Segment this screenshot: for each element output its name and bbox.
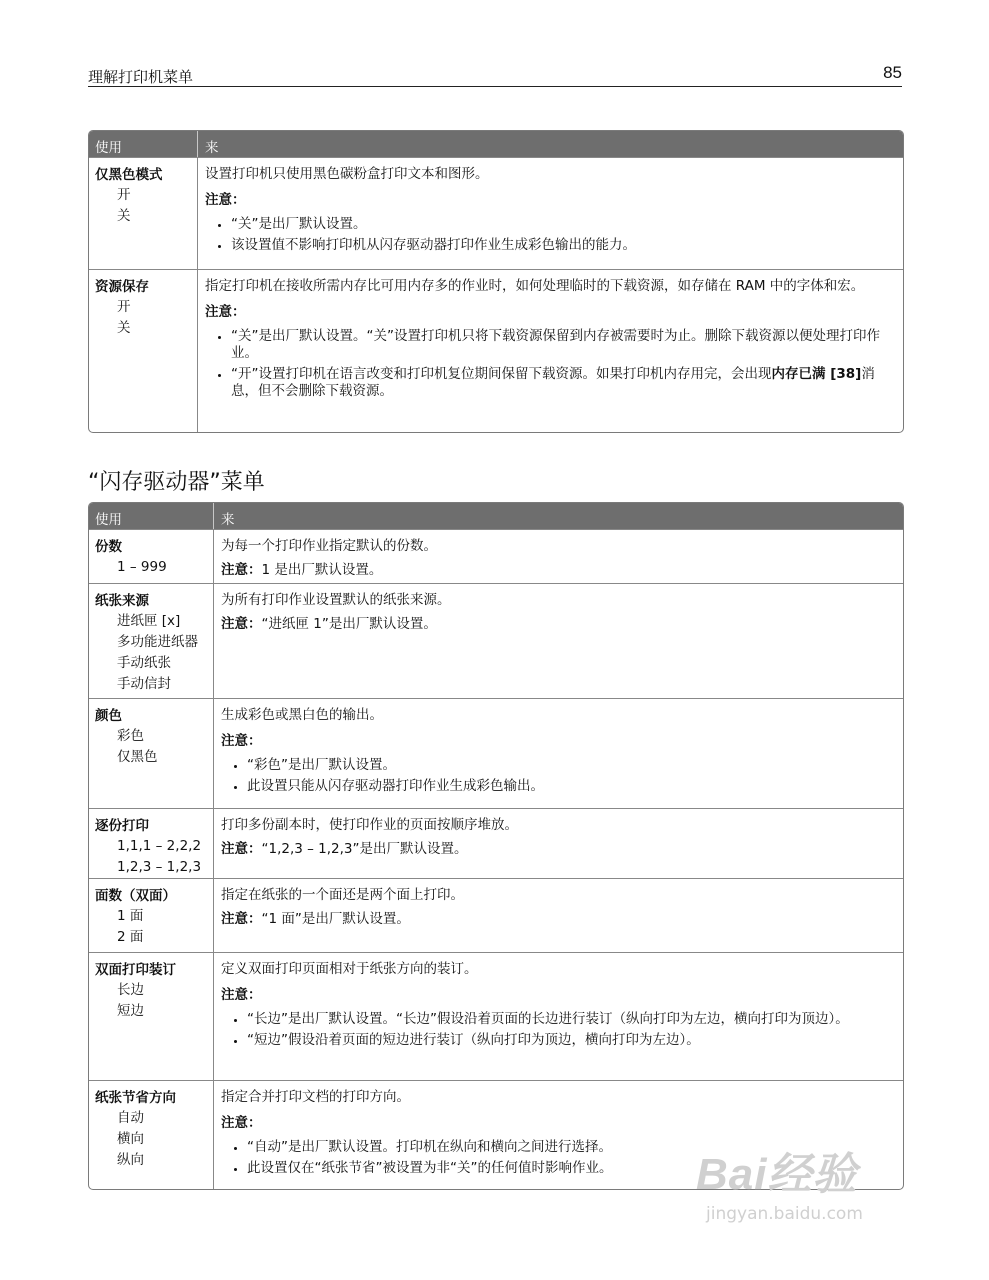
note-text: “1 面”是出厂默认设置。 bbox=[261, 911, 410, 927]
menu-option: 进纸匣 [x] bbox=[117, 613, 181, 629]
note-bullet: • “长边”是出厂默认设置。“长边”假设沿着页面的长边进行装订（纵向打印为左边，横向打印为顶边）。 bbox=[247, 1011, 895, 1028]
menu-option: 长边 bbox=[117, 982, 144, 998]
menu-option: 1,2,3 – 1,2,3 bbox=[117, 859, 202, 875]
description-cell bbox=[214, 584, 903, 698]
description-cell bbox=[214, 699, 903, 808]
note-bullet: • 此设置只能从闪存驱动器打印作业生成彩色输出。 bbox=[247, 778, 895, 795]
table-row bbox=[89, 269, 903, 432]
watermark-url: jingyan.baidu.com bbox=[706, 1204, 863, 1224]
note-bullet: • “短边”假设沿着页面的短边进行装订（纵向打印为顶边，横向打印为左边）。 bbox=[247, 1032, 895, 1049]
menu-item-cell bbox=[89, 158, 198, 269]
menu-item-name: 面数（双面） bbox=[95, 888, 176, 904]
note-bullet: • “关”是出厂默认设置。“关”设置打印机只将下载资源保留到内存被需要时为止。删除下载资源以便处理打印作业。 bbox=[231, 328, 895, 362]
table-row bbox=[89, 808, 903, 878]
note-label: 注意： bbox=[205, 192, 246, 208]
description-text: 定义双面打印页面相对于纸张方向的装订。 bbox=[221, 961, 478, 977]
menu-option: 开 bbox=[117, 187, 131, 203]
menu-item-cell bbox=[89, 584, 214, 698]
note-list bbox=[205, 328, 895, 400]
menu-option: 短边 bbox=[117, 1003, 144, 1019]
note-bullet-text: “开”设置打印机在语言改变和打印机复位期间保留下载资源。如果打印机内存用完，会出现 bbox=[231, 366, 772, 382]
note-label: 注意： bbox=[221, 562, 262, 578]
table-row bbox=[89, 878, 903, 952]
column-header-purpose: 来 bbox=[221, 512, 235, 528]
description-cell bbox=[198, 158, 903, 269]
description-text: 为每一个打印作业指定默认的份数。 bbox=[221, 538, 437, 554]
menu-option: 关 bbox=[117, 208, 131, 224]
description-cell bbox=[214, 953, 903, 1080]
menu-item-name: 纸张来源 bbox=[95, 593, 149, 609]
column-header-use: 使用 bbox=[89, 503, 214, 529]
table-row bbox=[89, 583, 903, 698]
menu-option: 1 – 999 bbox=[117, 559, 167, 575]
description-text: 设置打印机只使用黑色碳粉盒打印文本和图形。 bbox=[205, 166, 489, 182]
note-list bbox=[221, 1139, 895, 1177]
note-list bbox=[221, 757, 895, 795]
menu-option: 纵向 bbox=[117, 1152, 144, 1168]
menu-item-cell bbox=[89, 1081, 214, 1189]
table-row bbox=[89, 529, 903, 583]
menu-option: 手动信封 bbox=[117, 676, 171, 692]
note-bullet-text: 消息，但不会删除下载资源。 bbox=[231, 366, 875, 399]
description-text: 生成彩色或黑白色的输出。 bbox=[221, 707, 383, 723]
table-row bbox=[89, 698, 903, 808]
table-row bbox=[89, 952, 903, 1080]
menu-option: 自动 bbox=[117, 1110, 144, 1126]
description-text: 打印多份副本时，使打印作业的页面按顺序堆放。 bbox=[221, 817, 518, 833]
menu-option: 仅黑色 bbox=[117, 749, 158, 765]
menu-option: 关 bbox=[117, 320, 131, 336]
table-header bbox=[89, 131, 903, 157]
note-text: “1,2,3 – 1,2,3”是出厂默认设置。 bbox=[261, 841, 468, 857]
menu-item-cell bbox=[89, 270, 198, 432]
note-bullet: • 该设置值不影响打印机从闪存驱动器打印作业生成彩色输出的能力。 bbox=[231, 237, 895, 254]
menu-option: 多功能进纸器 bbox=[117, 634, 198, 650]
menu-option: 1 面 bbox=[117, 908, 144, 924]
menu-item-cell bbox=[89, 530, 214, 583]
menu-item-cell bbox=[89, 953, 214, 1080]
note-bullet: • “彩色”是出厂默认设置。 bbox=[247, 757, 895, 774]
description-text: 指定在纸张的一个面还是两个面上打印。 bbox=[221, 887, 464, 903]
column-header-purpose: 来 bbox=[205, 140, 219, 156]
menu-item-cell bbox=[89, 699, 214, 808]
menu-item-name: 仅黑色模式 bbox=[95, 167, 163, 183]
section-title: “闪存驱动器”菜单 bbox=[88, 470, 265, 495]
note-line bbox=[221, 560, 895, 580]
description-text: 为所有打印作业设置默认的纸张来源。 bbox=[221, 592, 451, 608]
note-label: 注意： bbox=[221, 733, 262, 749]
column-header-use: 使用 bbox=[89, 131, 198, 157]
description-cell bbox=[214, 809, 903, 878]
note-label: 注意： bbox=[221, 987, 262, 1003]
table-header bbox=[89, 503, 903, 529]
menu-option: 横向 bbox=[117, 1131, 144, 1147]
note-line bbox=[221, 909, 895, 929]
settings-table-2 bbox=[88, 502, 904, 1190]
note-label: 注意： bbox=[221, 841, 262, 857]
note-line bbox=[221, 614, 895, 634]
settings-table-1 bbox=[88, 130, 904, 433]
description-text: 指定合并打印文档的打印方向。 bbox=[221, 1089, 410, 1105]
note-bullet: • “关”是出厂默认设置。 bbox=[231, 216, 895, 233]
note-bullet bbox=[231, 366, 895, 400]
menu-item-name: 双面打印装订 bbox=[95, 962, 176, 978]
note-list bbox=[221, 1011, 895, 1049]
menu-option: 1,1,1 – 2,2,2 bbox=[117, 838, 202, 854]
description-text: 指定打印机在接收所需内存比可用内存多的作业时，如何处理临时的下载资源，如存储在 RAM 中的字体和宏。 bbox=[205, 278, 865, 294]
note-label: 注意： bbox=[221, 1115, 262, 1131]
menu-option: 2 面 bbox=[117, 929, 144, 945]
note-label: 注意： bbox=[221, 911, 262, 927]
menu-item-cell bbox=[89, 809, 214, 878]
menu-item-name: 资源保存 bbox=[95, 279, 149, 295]
menu-option: 手动纸张 bbox=[117, 655, 171, 671]
error-message-text: 内存已满 [38] bbox=[771, 366, 862, 382]
menu-option: 彩色 bbox=[117, 728, 144, 744]
note-bullet: • “自动”是出厂默认设置。打印机在纵向和横向之间进行选择。 bbox=[247, 1139, 895, 1156]
description-cell bbox=[214, 530, 903, 583]
menu-item-name: 逐份打印 bbox=[95, 818, 149, 834]
description-cell bbox=[214, 1081, 903, 1189]
page-header-title: 理解打印机菜单 bbox=[88, 68, 194, 86]
table-row bbox=[89, 157, 903, 269]
menu-option: 开 bbox=[117, 299, 131, 315]
menu-item-name: 颜色 bbox=[95, 708, 122, 724]
table-row bbox=[89, 1080, 903, 1189]
note-bullet: • 此设置仅在“纸张节省”被设置为非“关”的任何值时影响作业。 bbox=[247, 1160, 895, 1177]
watermark-logo: Bai经验 bbox=[696, 1150, 858, 1199]
description-cell bbox=[198, 270, 903, 432]
menu-item-name: 纸张节省方向 bbox=[95, 1090, 176, 1106]
description-cell bbox=[214, 879, 903, 952]
note-text: 1 是出厂默认设置。 bbox=[261, 562, 383, 578]
page-number: 85 bbox=[883, 63, 902, 82]
note-list bbox=[205, 216, 895, 254]
note-text: “进纸匣 1”是出厂默认设置。 bbox=[261, 616, 437, 632]
menu-item-cell bbox=[89, 879, 214, 952]
menu-item-name: 份数 bbox=[95, 539, 122, 555]
note-line bbox=[221, 839, 895, 859]
page-header bbox=[88, 62, 902, 87]
note-label: 注意： bbox=[221, 616, 262, 632]
note-label: 注意： bbox=[205, 304, 246, 320]
